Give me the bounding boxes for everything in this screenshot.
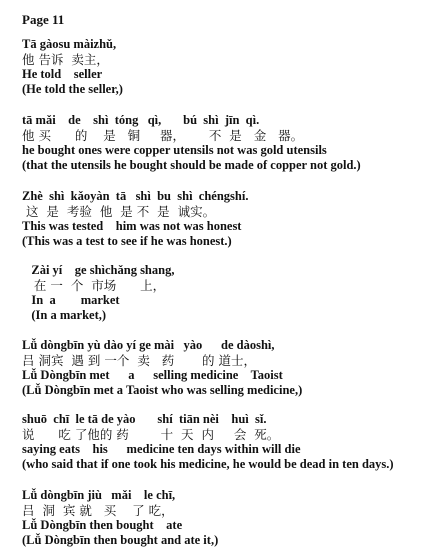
gloss-line: Lǚ Dòngbīn met a selling medicine Taoist: [22, 368, 283, 382]
pinyin-line: Zài yí ge shìchǎng shang,: [22, 263, 175, 277]
hanzi-line: 吕 洞宾 遇 到 一个 卖 药 的 道士，: [22, 353, 257, 368]
translation-line: (This was a test to see if he was honest.): [22, 234, 232, 248]
hanzi-line: 他 买 的 是 铜 器， 不 是 金 器。: [22, 128, 304, 143]
pinyin-line: shuō chī le tā de yào shí tiān nèi huì sǐ.: [22, 412, 267, 426]
translation-line: (Lǚ Dòngbīn then bought and ate it,): [22, 533, 219, 547]
sentence-block-2: [22, 113, 422, 173]
translation-line: (In a market,): [22, 308, 107, 322]
hanzi-line: 说 吃 了他的 药 十 天 内 会 死。: [22, 427, 280, 442]
translation-line: (He told the seller,): [22, 82, 123, 96]
translation-line: (who said that if one took his medicine, he would be dead in ten days.): [22, 457, 394, 471]
sentence-block-7: [22, 488, 422, 548]
gloss-line: In a market: [22, 293, 120, 307]
gloss-line: saying eats his medicine ten days within will die: [22, 442, 301, 456]
sentence-block-6: [22, 412, 422, 472]
translation-line: (Lǚ Dòngbīn met a Taoist who was selling medicine,): [22, 383, 303, 397]
pinyin-line: tā mǎi de shì tóng qì, bú shì jīn qì.: [22, 113, 260, 127]
hanzi-line: 在 一 个 市场 上，: [22, 278, 166, 293]
translation-line: (that the utensils he bought should be made of copper not gold.): [22, 158, 361, 172]
pinyin-line: Lǚ dòngbīn jiù mǎi le chī,: [22, 488, 176, 502]
gloss-line: Lǚ Dòngbīn then bought ate: [22, 518, 183, 532]
gloss-line: This was tested him was not was honest: [22, 219, 242, 233]
sentence-block-3: [22, 189, 422, 249]
gloss-line: He told seller: [22, 67, 103, 81]
pinyin-line: Lǚ dòngbīn yù dào yí ge mài yào de dàoshì,: [22, 338, 275, 352]
hanzi-line: 他 告诉 卖主，: [22, 52, 109, 67]
pinyin-line: Zhè shì kǎoyàn tā shì bu shì chéngshí.: [22, 189, 249, 203]
hanzi-line: 这 是 考验 他 是 不 是 诚实。: [22, 204, 216, 219]
sentence-block-4: [22, 263, 422, 323]
pinyin-line: Tā gàosu màizhǔ,: [22, 37, 117, 51]
gloss-line: he bought ones were copper utensils not was gold utensils: [22, 143, 327, 157]
sentence-block-1: [22, 37, 422, 97]
page-title: Page 11: [22, 12, 65, 27]
hanzi-line: 吕 洞 宾 就 买 了 吃，: [22, 503, 174, 518]
sentence-block-5: [22, 338, 422, 398]
